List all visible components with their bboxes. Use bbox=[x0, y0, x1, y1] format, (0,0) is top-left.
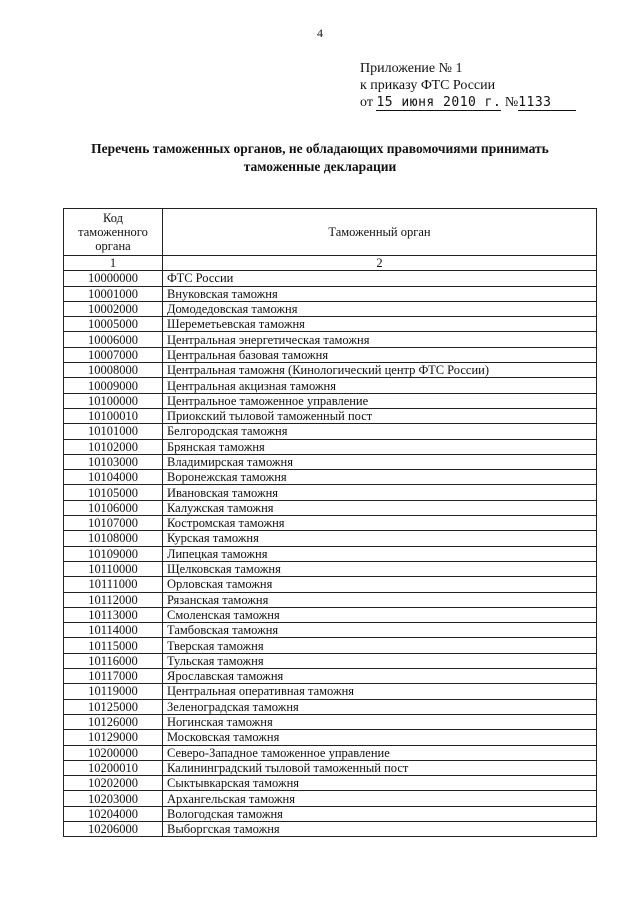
order-date: 15 июня 2010 г. bbox=[376, 95, 502, 110]
customs-name-cell: Белгородская таможня bbox=[163, 424, 597, 439]
customs-code-cell: 10200010 bbox=[64, 760, 163, 775]
document-title bbox=[60, 140, 580, 176]
customs-code-cell: 10110000 bbox=[64, 561, 163, 576]
customs-code-cell: 10129000 bbox=[64, 730, 163, 745]
customs-name-cell: Северо-Западное таможенное управление bbox=[163, 745, 597, 760]
customs-code-cell: 10106000 bbox=[64, 500, 163, 515]
table-row bbox=[64, 821, 597, 836]
customs-name-cell: Архангельская таможня bbox=[163, 791, 597, 806]
customs-name-cell: Тамбовская таможня bbox=[163, 623, 597, 638]
table-row bbox=[64, 791, 597, 806]
customs-table bbox=[63, 208, 597, 837]
customs-name-cell: Приокский тыловой таможенный пост bbox=[163, 408, 597, 423]
customs-name-cell: Шереметьевская таможня bbox=[163, 317, 597, 332]
customs-code-cell: 10115000 bbox=[64, 638, 163, 653]
page-number: 4 bbox=[317, 26, 323, 40]
customs-name-cell: Внуковская таможня bbox=[163, 286, 597, 301]
customs-name-cell: Вологодская таможня bbox=[163, 806, 597, 821]
table-row bbox=[64, 745, 597, 760]
index-code: 1 bbox=[64, 256, 163, 271]
customs-code-cell: 10009000 bbox=[64, 378, 163, 393]
table-header-row bbox=[64, 209, 597, 256]
customs-code-cell: 10000000 bbox=[64, 271, 163, 286]
customs-name-cell: Центральная таможня (Кинологический центр ФТС России) bbox=[163, 363, 597, 378]
customs-code-cell: 10116000 bbox=[64, 653, 163, 668]
customs-code-cell: 10119000 bbox=[64, 684, 163, 699]
customs-code-cell: 10001000 bbox=[64, 286, 163, 301]
customs-name-cell: Воронежская таможня bbox=[163, 470, 597, 485]
table-row bbox=[64, 516, 597, 531]
customs-name-cell: Владимирская таможня bbox=[163, 454, 597, 469]
customs-code-cell: 10102000 bbox=[64, 439, 163, 454]
customs-name-cell: Сыктывкарская таможня bbox=[163, 776, 597, 791]
customs-name-cell: Липецкая таможня bbox=[163, 546, 597, 561]
appendix-order-ref: к приказу ФТС России bbox=[360, 78, 496, 93]
customs-code-cell: 10125000 bbox=[64, 699, 163, 714]
date-prefix: от bbox=[360, 95, 373, 110]
customs-name-cell: Тверская таможня bbox=[163, 638, 597, 653]
customs-code-cell: 10203000 bbox=[64, 791, 163, 806]
appendix-date-line bbox=[360, 94, 576, 111]
table-row bbox=[64, 470, 597, 485]
table-row bbox=[64, 347, 597, 362]
customs-code-cell: 10109000 bbox=[64, 546, 163, 561]
title-line-1: Перечень таможенных органов, не обладающих правомочиями принимать bbox=[91, 141, 549, 156]
table-row bbox=[64, 638, 597, 653]
title-line-2: таможенные декларации bbox=[243, 159, 397, 174]
customs-code-cell: 10103000 bbox=[64, 454, 163, 469]
table-row bbox=[64, 623, 597, 638]
customs-code-cell: 10007000 bbox=[64, 347, 163, 362]
table-row bbox=[64, 424, 597, 439]
table-row bbox=[64, 408, 597, 423]
table-row bbox=[64, 776, 597, 791]
customs-name-cell: Ивановская таможня bbox=[163, 485, 597, 500]
index-name: 2 bbox=[163, 256, 597, 271]
customs-name-cell: Калужская таможня bbox=[163, 500, 597, 515]
table-row bbox=[64, 301, 597, 316]
table-row bbox=[64, 454, 597, 469]
customs-name-cell: Курская таможня bbox=[163, 531, 597, 546]
customs-name-cell: Рязанская таможня bbox=[163, 592, 597, 607]
table-body bbox=[64, 271, 597, 837]
customs-code-cell: 10006000 bbox=[64, 332, 163, 347]
customs-name-cell: Центральная энергетическая таможня bbox=[163, 332, 597, 347]
table-row bbox=[64, 363, 597, 378]
table-row bbox=[64, 393, 597, 408]
table-row bbox=[64, 332, 597, 347]
customs-code-cell: 10105000 bbox=[64, 485, 163, 500]
customs-name-cell: Костромская таможня bbox=[163, 516, 597, 531]
customs-name-cell: Тульская таможня bbox=[163, 653, 597, 668]
number-prefix: № bbox=[504, 95, 519, 110]
customs-code-cell: 10206000 bbox=[64, 821, 163, 836]
customs-code-cell: 10114000 bbox=[64, 623, 163, 638]
customs-code-cell: 10100000 bbox=[64, 393, 163, 408]
table-row bbox=[64, 577, 597, 592]
table-row bbox=[64, 714, 597, 729]
table-row bbox=[64, 271, 597, 286]
table-row bbox=[64, 485, 597, 500]
header-code: Код таможенного органа bbox=[64, 209, 163, 256]
table-row bbox=[64, 531, 597, 546]
customs-code-cell: 10117000 bbox=[64, 669, 163, 684]
customs-code-cell: 10200000 bbox=[64, 745, 163, 760]
customs-code-cell: 10002000 bbox=[64, 301, 163, 316]
customs-code-cell: 10100010 bbox=[64, 408, 163, 423]
customs-name-cell: Выборгская таможня bbox=[163, 821, 597, 836]
customs-code-cell: 10101000 bbox=[64, 424, 163, 439]
customs-name-cell: Центральное таможенное управление bbox=[163, 393, 597, 408]
customs-code-cell: 10204000 bbox=[64, 806, 163, 821]
customs-name-cell: Щелковская таможня bbox=[163, 561, 597, 576]
customs-name-cell: ФТС России bbox=[163, 271, 597, 286]
table-row bbox=[64, 669, 597, 684]
table-row bbox=[64, 699, 597, 714]
customs-name-cell: Орловская таможня bbox=[163, 577, 597, 592]
customs-name-cell: Брянская таможня bbox=[163, 439, 597, 454]
customs-code-cell: 10126000 bbox=[64, 714, 163, 729]
customs-name-cell: Центральная базовая таможня bbox=[163, 347, 597, 362]
table-row bbox=[64, 607, 597, 622]
customs-code-cell: 10113000 bbox=[64, 607, 163, 622]
customs-name-cell: Московская таможня bbox=[163, 730, 597, 745]
table-row bbox=[64, 684, 597, 699]
order-number: 1133 bbox=[518, 96, 576, 111]
table-row bbox=[64, 592, 597, 607]
table-row bbox=[64, 760, 597, 775]
header-name: Таможенный орган bbox=[163, 209, 597, 256]
customs-code-cell: 10108000 bbox=[64, 531, 163, 546]
customs-code-cell: 10112000 bbox=[64, 592, 163, 607]
table-row bbox=[64, 653, 597, 668]
customs-name-cell: Смоленская таможня bbox=[163, 607, 597, 622]
customs-code-cell: 10008000 bbox=[64, 363, 163, 378]
table-row bbox=[64, 561, 597, 576]
customs-code-cell: 10202000 bbox=[64, 776, 163, 791]
customs-name-cell: Ногинская таможня bbox=[163, 714, 597, 729]
table-row bbox=[64, 730, 597, 745]
customs-code-cell: 10111000 bbox=[64, 577, 163, 592]
customs-name-cell: Центральная оперативная таможня bbox=[163, 684, 597, 699]
table-row bbox=[64, 286, 597, 301]
table-index-row bbox=[64, 256, 597, 271]
table-row bbox=[64, 546, 597, 561]
customs-name-cell: Центральная акцизная таможня bbox=[163, 378, 597, 393]
table-row bbox=[64, 439, 597, 454]
appendix-block bbox=[360, 60, 576, 111]
customs-name-cell: Зеленоградская таможня bbox=[163, 699, 597, 714]
customs-code-cell: 10107000 bbox=[64, 516, 163, 531]
table-row bbox=[64, 378, 597, 393]
customs-code-cell: 10005000 bbox=[64, 317, 163, 332]
table-row bbox=[64, 500, 597, 515]
table-row bbox=[64, 806, 597, 821]
customs-name-cell: Ярославская таможня bbox=[163, 669, 597, 684]
appendix-number: Приложение № 1 bbox=[360, 61, 463, 76]
table-row bbox=[64, 317, 597, 332]
customs-name-cell: Домодедовская таможня bbox=[163, 301, 597, 316]
customs-name-cell: Калининградский тыловой таможенный пост bbox=[163, 760, 597, 775]
customs-code-cell: 10104000 bbox=[64, 470, 163, 485]
